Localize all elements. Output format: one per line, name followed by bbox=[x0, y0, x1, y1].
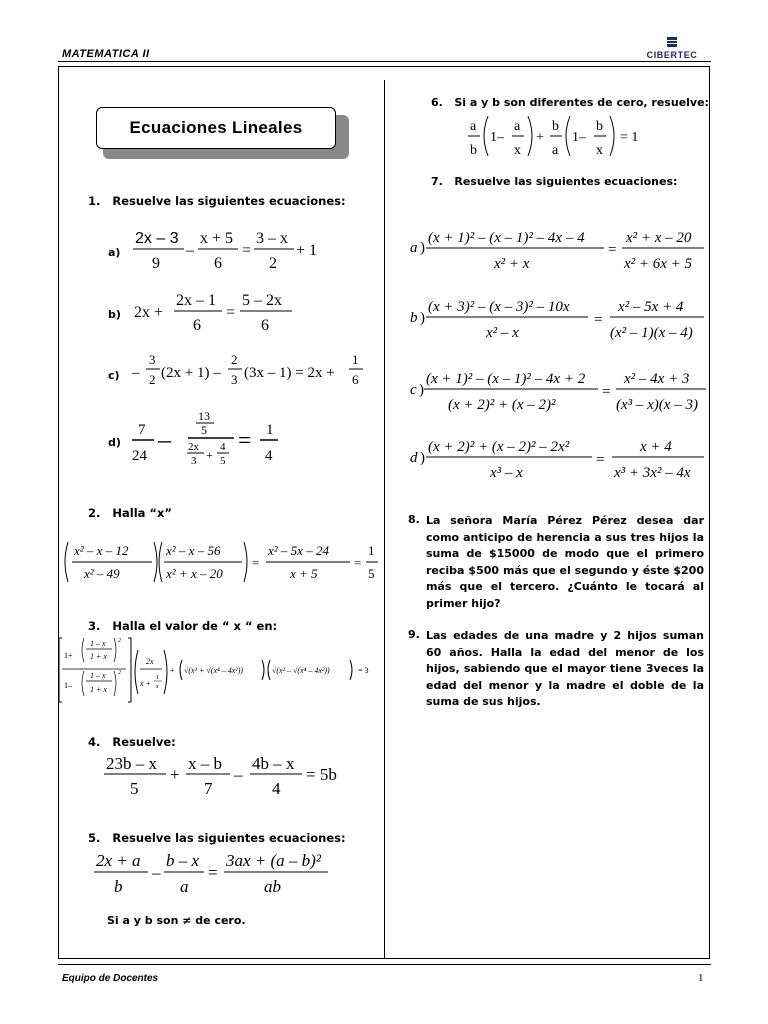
svg-text:(3x – 1) = 2x +: (3x – 1) = 2x + bbox=[244, 365, 335, 381]
svg-text:2: 2 bbox=[269, 255, 277, 272]
svg-text:b: b bbox=[114, 877, 123, 896]
svg-text:x² – x – 56: x² – x – 56 bbox=[166, 543, 221, 558]
svg-text:x² + x: x² + x bbox=[494, 256, 530, 272]
equation-4 bbox=[102, 750, 352, 800]
svg-text:b: b bbox=[470, 143, 477, 158]
svg-text:–: – bbox=[234, 765, 243, 784]
problem-9-text: Las edades de una madre y 2 hijos suman 60 años. Halla la edad del menor de los hijos, sabiendo que el mayor tiene 3veces la edad del menor y la madre el doble de la suma de sus hijos. bbox=[426, 629, 704, 708]
svg-text:9: 9 bbox=[152, 255, 160, 272]
equation-2 bbox=[62, 538, 380, 586]
svg-text:1–: 1– bbox=[572, 130, 586, 145]
svg-text:13: 13 bbox=[198, 409, 210, 423]
svg-text:2: 2 bbox=[118, 670, 121, 676]
svg-text:=: = bbox=[208, 863, 218, 882]
svg-text:+: + bbox=[536, 130, 544, 145]
svg-text:2x: 2x bbox=[146, 657, 154, 666]
svg-text:=: = bbox=[596, 452, 605, 468]
logo-text: CIBERTEC bbox=[646, 50, 698, 60]
svg-text:6: 6 bbox=[214, 255, 222, 272]
section-title: Ecuaciones Lineales bbox=[96, 107, 336, 149]
svg-text:4: 4 bbox=[220, 441, 226, 453]
svg-text:x³ – x: x³ – x bbox=[490, 465, 523, 481]
svg-text:a: a bbox=[180, 877, 189, 896]
svg-text:+ 1: + 1 bbox=[296, 242, 318, 259]
svg-text:): ) bbox=[420, 240, 425, 256]
svg-text:4b – x: 4b – x bbox=[252, 754, 295, 773]
svg-text:x + 5: x + 5 bbox=[200, 230, 234, 247]
header-title: MATEMATICA II bbox=[62, 48, 150, 60]
svg-text:3: 3 bbox=[149, 352, 156, 367]
svg-text:6: 6 bbox=[193, 317, 201, 334]
svg-text:a: a bbox=[552, 143, 559, 158]
svg-text:2x +: 2x + bbox=[134, 304, 164, 321]
label-b: b) bbox=[108, 308, 121, 321]
svg-text:d: d bbox=[410, 450, 418, 466]
svg-text:4: 4 bbox=[265, 448, 273, 464]
svg-text:5: 5 bbox=[220, 455, 226, 467]
svg-text:2: 2 bbox=[149, 372, 156, 387]
svg-text:x² + x – 20: x² + x – 20 bbox=[626, 230, 692, 246]
svg-text:a: a bbox=[470, 119, 477, 134]
label-c: c) bbox=[108, 369, 120, 382]
equation-5 bbox=[92, 846, 342, 898]
svg-text:24: 24 bbox=[132, 448, 147, 464]
svg-text:5: 5 bbox=[201, 423, 207, 437]
svg-text:1 + x: 1 + x bbox=[90, 652, 107, 661]
svg-text:2x: 2x bbox=[188, 441, 199, 453]
equation-7c bbox=[408, 364, 708, 418]
svg-text:5: 5 bbox=[368, 566, 375, 581]
svg-text:ab: ab bbox=[264, 877, 281, 896]
header-rule bbox=[58, 61, 711, 62]
svg-text:2: 2 bbox=[231, 352, 238, 367]
svg-text:=: = bbox=[354, 555, 362, 570]
svg-text:x² – 4x + 3: x² – 4x + 3 bbox=[624, 371, 690, 387]
problem-2-heading: 2. Halla “x” bbox=[88, 506, 172, 520]
equation-3 bbox=[58, 636, 380, 704]
problem-4-heading: 4. Resuelve: bbox=[88, 735, 176, 749]
equation-1b bbox=[132, 287, 302, 337]
equation-1c bbox=[130, 350, 370, 396]
svg-text:x: x bbox=[156, 684, 159, 690]
svg-text:x² + x – 20: x² + x – 20 bbox=[166, 566, 223, 581]
problem-7-heading: 7. Resuelve las siguientes ecuaciones: bbox=[431, 175, 678, 188]
svg-text:(x + 2)² + (x – 2)²: (x + 2)² + (x – 2)² bbox=[448, 397, 556, 413]
equation-6 bbox=[466, 112, 656, 162]
problem-5-note: Si a y b son ≠ de cero. bbox=[107, 914, 246, 927]
svg-text:1–: 1– bbox=[64, 681, 72, 690]
svg-text:2x – 1: 2x – 1 bbox=[176, 292, 216, 309]
svg-text:x² – x: x² – x bbox=[486, 325, 519, 341]
svg-text:): ) bbox=[420, 450, 425, 466]
svg-text:b: b bbox=[596, 119, 603, 134]
svg-text:(x³ – x)(x – 3): (x³ – x)(x – 3) bbox=[616, 397, 698, 413]
svg-text:+: + bbox=[170, 666, 175, 675]
svg-text:(x + 1)² – (x – 1)² – 4x – 4: (x + 1)² – (x – 1)² – 4x – 4 bbox=[428, 230, 585, 246]
svg-text:+: + bbox=[206, 448, 213, 462]
svg-text:a: a bbox=[410, 240, 418, 256]
svg-text:x + 5: x + 5 bbox=[290, 566, 318, 581]
svg-text:x² – 5x + 4: x² – 5x + 4 bbox=[618, 299, 684, 315]
footer-team: Equipo de Docentes bbox=[62, 973, 159, 984]
svg-text:=: = bbox=[608, 242, 617, 258]
equation-1a bbox=[130, 226, 330, 274]
svg-text:(2x + 1) –: (2x + 1) – bbox=[161, 365, 221, 381]
svg-text:(x² – 1)(x – 4): (x² – 1)(x – 4) bbox=[610, 325, 693, 341]
column-divider bbox=[384, 80, 385, 958]
svg-text:): ) bbox=[419, 382, 424, 398]
svg-text:2: 2 bbox=[118, 638, 121, 644]
problem-1-heading: 1. Resuelve las siguientes ecuaciones: bbox=[88, 194, 346, 208]
svg-text:6: 6 bbox=[261, 317, 269, 334]
svg-text:1+: 1+ bbox=[64, 651, 73, 660]
svg-text:6: 6 bbox=[352, 372, 359, 387]
svg-text:3: 3 bbox=[191, 455, 197, 467]
svg-text:(x + 2)² + (x – 2)² – 2x²: (x + 2)² + (x – 2)² – 2x² bbox=[428, 439, 570, 455]
svg-text:–: – bbox=[158, 425, 171, 454]
problem-9-number: 9. bbox=[408, 628, 420, 641]
svg-text:–: – bbox=[152, 863, 161, 882]
svg-text:2x + a: 2x + a bbox=[96, 851, 141, 870]
svg-text:x³ + 3x² – 4x: x³ + 3x² – 4x bbox=[614, 465, 691, 481]
svg-text:x: x bbox=[514, 143, 521, 158]
logo-emblem-icon bbox=[640, 36, 704, 50]
svg-text:1: 1 bbox=[156, 675, 159, 681]
svg-text:7: 7 bbox=[204, 779, 213, 798]
svg-text:x +: x + bbox=[140, 679, 151, 688]
svg-text:): ) bbox=[420, 310, 425, 326]
svg-text:3ax + (a – b)²: 3ax + (a – b)² bbox=[226, 851, 321, 870]
svg-text:(x + 3)² – (x – 3)² – 10x: (x + 3)² – (x – 3)² – 10x bbox=[428, 299, 570, 315]
equation-1d bbox=[128, 404, 288, 476]
svg-text:√(x² + √(x⁴ – 4x²)): √(x² + √(x⁴ – 4x²)) bbox=[184, 666, 244, 675]
svg-text:=: = bbox=[602, 384, 611, 400]
svg-text:–: – bbox=[132, 365, 140, 381]
svg-text:=: = bbox=[238, 428, 252, 454]
svg-text:7: 7 bbox=[138, 422, 146, 438]
svg-text:b – x: b – x bbox=[166, 851, 200, 870]
problem-3-heading: 3. Halla el valor de “ x “ en: bbox=[88, 619, 278, 633]
svg-text:1–: 1– bbox=[490, 130, 504, 145]
cibertec-logo bbox=[640, 36, 704, 60]
svg-text:4: 4 bbox=[272, 779, 281, 798]
svg-text:= 3: = 3 bbox=[358, 666, 369, 675]
svg-text:x: x bbox=[596, 143, 603, 158]
svg-text:b: b bbox=[410, 310, 418, 326]
svg-text:=: = bbox=[594, 312, 603, 328]
equation-7a bbox=[408, 222, 708, 274]
svg-text:5 – 2x: 5 – 2x bbox=[242, 292, 282, 309]
svg-text:+: + bbox=[170, 765, 180, 784]
label-d: d) bbox=[108, 436, 121, 449]
svg-text:3: 3 bbox=[231, 372, 238, 387]
svg-text:3 – x: 3 – x bbox=[256, 230, 288, 247]
svg-text:√(x² – √(x⁴ – 4x²)): √(x² – √(x⁴ – 4x²)) bbox=[272, 666, 330, 675]
svg-text:=: = bbox=[252, 555, 260, 570]
problem-6-heading: 6. Si a y b son diferentes de cero, resuelve: bbox=[431, 96, 709, 109]
svg-text:23b – x: 23b – x bbox=[106, 754, 157, 773]
footer-rule bbox=[58, 964, 711, 965]
equation-7d bbox=[408, 432, 708, 484]
svg-text:x² – 5x – 24: x² – 5x – 24 bbox=[268, 543, 329, 558]
svg-text:x² – 49: x² – 49 bbox=[84, 566, 120, 581]
svg-text:= 5b: = 5b bbox=[306, 765, 337, 784]
equation-7b bbox=[408, 292, 708, 346]
svg-text:=: = bbox=[226, 304, 236, 321]
svg-text:=: = bbox=[242, 242, 252, 259]
svg-text:a: a bbox=[514, 119, 521, 134]
svg-text:1: 1 bbox=[352, 352, 359, 367]
svg-text:x² + 6x + 5: x² + 6x + 5 bbox=[624, 256, 693, 272]
svg-text:1 + x: 1 + x bbox=[90, 685, 107, 694]
problem-8-number: 8. bbox=[408, 513, 420, 526]
svg-text:–: – bbox=[186, 242, 194, 259]
svg-text:5: 5 bbox=[130, 779, 139, 798]
label-a: a) bbox=[108, 246, 121, 259]
svg-text:x + 4: x + 4 bbox=[640, 439, 672, 455]
svg-text:x² – x – 12: x² – x – 12 bbox=[74, 543, 129, 558]
svg-text:1: 1 bbox=[368, 543, 375, 558]
svg-text:x – b: x – b bbox=[188, 754, 222, 773]
svg-text:= 1: = 1 bbox=[620, 130, 639, 145]
svg-text:b: b bbox=[552, 119, 559, 134]
problem-5-heading: 5. Resuelve las siguientes ecuaciones: bbox=[88, 831, 346, 845]
svg-text:c: c bbox=[410, 382, 417, 398]
svg-text:1 – x: 1 – x bbox=[90, 671, 106, 680]
svg-text:2x – 3: 2x – 3 bbox=[135, 230, 179, 247]
problem-8-text: La señora María Pérez Pérez desea dar como anticipo de herencia a sus tres hijos la suma de $15000 de modo que el primero reciba $500 más que el segundo y éste $200 más que el tercero. ¿Cuánto le tocará al primer hijo? bbox=[426, 514, 704, 610]
svg-text:1 – x: 1 – x bbox=[90, 639, 106, 648]
page-number: 1 bbox=[698, 972, 704, 984]
svg-text:1: 1 bbox=[266, 422, 274, 438]
svg-text:(x + 1)² – (x – 1)² – 4x + 2: (x + 1)² – (x – 1)² – 4x + 2 bbox=[426, 371, 586, 387]
